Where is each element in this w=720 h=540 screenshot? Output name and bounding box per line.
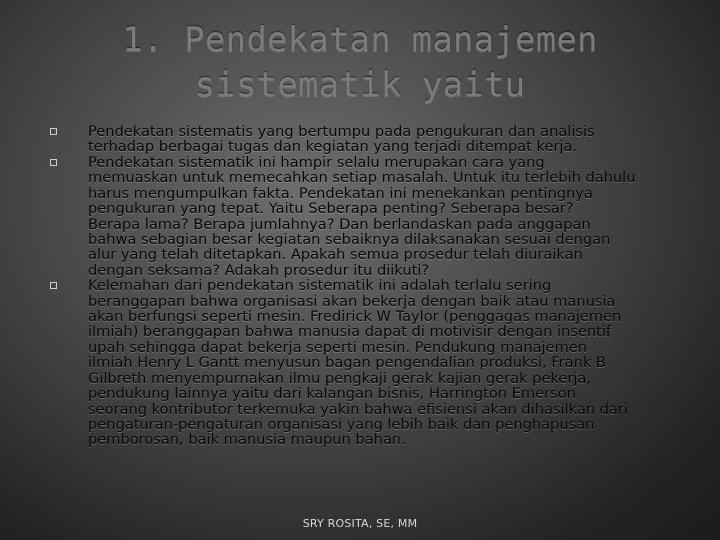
slide-content (50, 124, 660, 508)
bullet-text-1: Pendekatan sistematis yang bertumpu pada pengukuran dan analisis terhadap berbagai tugas dan kegiatan yang terjadi ditempat kerja. (88, 123, 595, 156)
square-bullet-icon (50, 159, 57, 166)
slide-title: 1. Pendekatan manajemen sistematik yaitu (122, 20, 598, 105)
bullet-text-2: Pendekatan sistematik ini hampir selalu merupakan cara yang memuaskan untuk memecahkan setiap masalah. Untuk itu terlebih dahulu harus mengumpulkan fakta. Pendekatan ini menekankan pentingnya pengukuran yang tepat. Yaitu Seberapa penting? Seberapa besar? Berapa lama? Berapa jumlahnya? Dan berlandaskan pada anggapan bahwa sebagian besar kegiatan sebaiknya dilaksanakan sesuai dengan alur yang telah ditetapkan. Apakah semua prosedur telah diuraikan dengan seksama? Adakah prosedur itu diikuti? (88, 153, 636, 279)
bullet-item-1 (50, 124, 660, 155)
bullet-item-2 (50, 155, 660, 278)
bullet-text-3: Kelemahan dari pendekatan sistematik ini adalah terlalu sering beranggapan bahwa organisasi akan bekerja dengan baik atau manusia akan berfungsi seperti mesin. Fredirick W Taylor (penggagas manajemen ilmiah) beranggapan bahwa manusia dapat di motivisir dengan insentif upah sehingga dapat bekerja seperti mesin. Pendukung manajemen ilmiah Henry L Gantt menyusun bagan pengendalian produksi, Frank B Gilbreth menyempurnakan ilmu pengkaji gerak kajian gerak pekerja, pendukung lainnya yaitu dari kalangan bisnis, Harrington Emerson seorang kontributor terkemuka yakin bahwa efisiensi akan dihasilkan dari pengaturan-pengaturan organisasi yang lebih baik dan penghapusan pemborosan, baik manusia maupun bahan. (88, 277, 628, 449)
square-bullet-icon (50, 282, 57, 289)
square-bullet-icon (50, 128, 57, 135)
bullet-item-3 (50, 278, 660, 448)
slide-footer: SRY ROSITA, SE, MM (302, 517, 418, 530)
